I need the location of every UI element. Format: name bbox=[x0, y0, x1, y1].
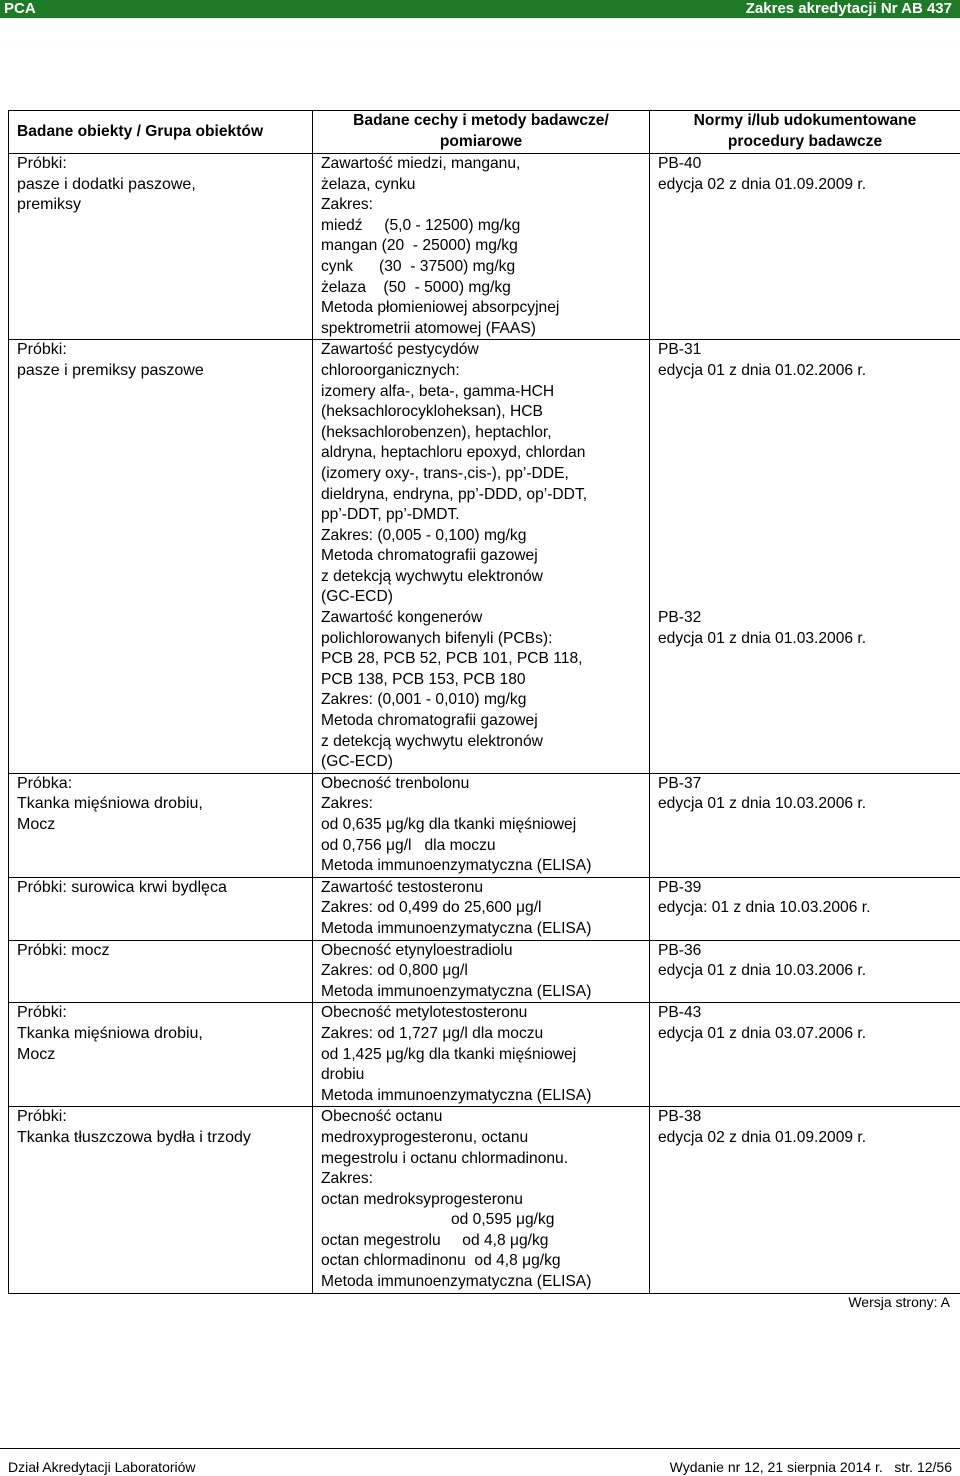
cell-line: polichlorowanych bifenyli (PCBs): bbox=[321, 629, 553, 647]
accreditation-scope-table bbox=[8, 110, 960, 1294]
methods-cell bbox=[313, 154, 650, 340]
cell-line: Próbki: mocz bbox=[17, 941, 110, 959]
objects-cell bbox=[9, 940, 313, 1003]
cell-line: edycja 01 z dnia 03.07.2006 r. bbox=[658, 1024, 867, 1042]
cell-line bbox=[658, 485, 960, 506]
cell-line: PB-38 bbox=[658, 1108, 702, 1126]
cell-line: PCB 28, PCB 52, PCB 101, PCB 118, bbox=[321, 650, 583, 668]
objects-cell bbox=[9, 877, 313, 940]
cell-line: edycja 02 z dnia 01.09.2009 r. bbox=[658, 1128, 867, 1146]
cell-line: edycja: 01 z dnia 10.03.2006 r. bbox=[658, 899, 871, 917]
cell-line: Metoda immunoenzymatyczna (ELISA) bbox=[321, 982, 592, 1000]
cell-line: żelaza, cynku bbox=[321, 175, 416, 193]
norms-cell bbox=[650, 1107, 960, 1293]
cell-line: Próbki: bbox=[17, 1108, 67, 1126]
cell-line: Tkanka mięśniowa drobiu, bbox=[17, 795, 203, 813]
cell-line: chloroorganicznych: bbox=[321, 361, 460, 379]
cell-line: PCB 138, PCB 153, PCB 180 bbox=[321, 670, 526, 688]
cell-line: od 0,595 μg/kg bbox=[321, 1211, 555, 1229]
objects-cell bbox=[9, 1107, 313, 1293]
document-header-bar bbox=[0, 0, 960, 18]
cell-line: Obecność etynyloestradiolu bbox=[321, 941, 513, 959]
cell-line: Zawartość kongenerów bbox=[321, 609, 483, 627]
cell-line: Tkanka tłuszczowa bydła i trzody bbox=[17, 1128, 251, 1146]
cell-line: od 1,425 μg/kg dla tkanki mięśniowej bbox=[321, 1045, 577, 1063]
cell-line: Zakres: bbox=[321, 1170, 373, 1188]
cell-line bbox=[658, 423, 960, 444]
norms-cell bbox=[650, 1003, 960, 1107]
cell-line: dieldryna, endryna, pp’-DDD, op’-DDT, bbox=[321, 485, 588, 503]
methods-cell bbox=[313, 340, 650, 773]
cell-line: pasze i premiksy paszowe bbox=[17, 361, 204, 379]
cell-line: Zawartość testosteronu bbox=[321, 878, 484, 896]
cell-line: drobiu bbox=[321, 1066, 365, 1084]
cell-line bbox=[658, 526, 960, 547]
cell-line: megestrolu i octanu chlormadinonu. bbox=[321, 1149, 569, 1167]
cell-line bbox=[658, 382, 960, 403]
cell-line: Zakres: (0,005 - 0,100) mg/kg bbox=[321, 526, 527, 544]
table-header-row bbox=[9, 111, 960, 154]
objects-cell bbox=[9, 154, 313, 340]
cell-line: Metoda immunoenzymatyczna (ELISA) bbox=[321, 919, 592, 937]
cell-line: edycja 01 z dnia 01.03.2006 r. bbox=[658, 629, 867, 647]
cell-line: (heksachlorocykloheksan), HCB bbox=[321, 403, 543, 421]
table-row bbox=[9, 773, 960, 877]
table-row bbox=[9, 1003, 960, 1107]
cell-line bbox=[658, 505, 960, 526]
cell-line: Zakres: bbox=[321, 196, 373, 214]
norms-cell bbox=[650, 773, 960, 877]
cell-line: pp’-DDT, pp’-DMDT. bbox=[321, 506, 460, 524]
table-body bbox=[9, 154, 960, 1294]
cell-line: (heksachlorobenzen), heptachlor, bbox=[321, 423, 552, 441]
cell-line: Zawartość pestycydów bbox=[321, 341, 479, 359]
table-row bbox=[9, 1107, 960, 1293]
header-line: pomiarowe bbox=[439, 132, 523, 150]
cell-line: aldryna, heptachloru epoxyd, chlordan bbox=[321, 444, 586, 462]
objects-cell bbox=[9, 340, 313, 773]
cell-line: Metoda immunoenzymatyczna (ELISA) bbox=[321, 857, 592, 875]
methods-cell bbox=[313, 773, 650, 877]
cell-line bbox=[658, 587, 960, 608]
page-version: Wersja strony: A bbox=[848, 1294, 950, 1310]
cell-line: (GC-ECD) bbox=[321, 588, 393, 606]
cell-line: Próbki: bbox=[17, 341, 67, 359]
header-methods bbox=[313, 111, 650, 154]
cell-line: PB-32 bbox=[658, 609, 702, 627]
cell-line: Zakres: od 0,800 μg/l bbox=[321, 962, 468, 980]
cell-line: PB-40 bbox=[658, 155, 702, 172]
cell-line: Zakres: od 0,499 do 25,600 μg/l bbox=[321, 899, 542, 917]
methods-cell bbox=[313, 940, 650, 1003]
cell-line: PB-31 bbox=[658, 341, 702, 359]
footer-edition-page: Wydanie nr 12, 21 sierpnia 2014 r. str. 12/56 bbox=[669, 1459, 952, 1475]
methods-cell bbox=[313, 1107, 650, 1293]
header-line: Normy i/lub udokumentowane bbox=[693, 112, 917, 129]
header-objects: Badane obiekty / Grupa obiektów bbox=[9, 111, 313, 154]
norms-cell bbox=[650, 340, 960, 773]
norms-cell bbox=[650, 877, 960, 940]
cell-line: PB-39 bbox=[658, 878, 702, 896]
header-line: procedury badawcze bbox=[727, 132, 883, 150]
cell-line: cynk (30 - 37500) mg/kg bbox=[321, 257, 516, 275]
cell-line bbox=[658, 402, 960, 423]
cell-line: Tkanka mięśniowa drobiu, bbox=[17, 1024, 203, 1042]
cell-line: octan medroksyprogesteronu bbox=[321, 1190, 523, 1208]
cell-line: miedź (5,0 - 12500) mg/kg bbox=[321, 216, 521, 234]
cell-line: Próbki: bbox=[17, 1004, 67, 1022]
cell-line bbox=[658, 546, 960, 567]
norms-cell bbox=[650, 154, 960, 340]
cell-line: Obecność octanu bbox=[321, 1108, 443, 1126]
cell-line: izomery alfa-, beta-, gamma-HCH bbox=[321, 382, 555, 400]
cell-line: żelaza (50 - 5000) mg/kg bbox=[321, 278, 511, 296]
cell-line: Próbka: bbox=[17, 774, 73, 792]
cell-line: Metoda płomieniowej absorpcyjnej bbox=[321, 299, 560, 317]
cell-line: edycja 01 z dnia 10.03.2006 r. bbox=[658, 962, 867, 980]
footer-department: Dział Akredytacji Laboratoriów bbox=[8, 1459, 196, 1475]
cell-line: PB-43 bbox=[658, 1004, 702, 1022]
cell-line: edycja 02 z dnia 01.09.2009 r. bbox=[658, 175, 867, 193]
cell-line: PB-37 bbox=[658, 774, 702, 792]
cell-line: z detekcją wychwytu elektronów bbox=[321, 567, 543, 585]
cell-line: medroxyprogesteronu, octanu bbox=[321, 1128, 529, 1146]
cell-line: premiksy bbox=[17, 196, 82, 214]
table-row bbox=[9, 154, 960, 340]
cell-line: Obecność metylotestosteronu bbox=[321, 1004, 528, 1022]
objects-cell bbox=[9, 1003, 313, 1107]
header-line: Badane cechy i metody badawcze/ bbox=[353, 112, 609, 129]
methods-cell bbox=[313, 1003, 650, 1107]
cell-line: mangan (20 - 25000) mg/kg bbox=[321, 237, 518, 255]
cell-line: od 0,756 μg/l dla moczu bbox=[321, 836, 496, 854]
norms-cell bbox=[650, 940, 960, 1003]
cell-line: z detekcją wychwytu elektronów bbox=[321, 732, 543, 750]
cell-line: Metoda chromatografii gazowej bbox=[321, 547, 538, 565]
table-row bbox=[9, 340, 960, 773]
cell-line: Zawartość miedzi, manganu, bbox=[321, 155, 521, 172]
cell-line bbox=[658, 443, 960, 464]
cell-line: edycja 01 z dnia 10.03.2006 r. bbox=[658, 795, 867, 813]
table-row bbox=[9, 940, 960, 1003]
cell-line: Metoda immunoenzymatyczna (ELISA) bbox=[321, 1273, 592, 1291]
cell-line: Próbki: bbox=[17, 155, 67, 172]
cell-line: od 0,635 μg/kg dla tkanki mięśniowej bbox=[321, 816, 577, 833]
objects-cell bbox=[9, 773, 313, 877]
cell-line: PB-36 bbox=[658, 941, 702, 959]
cell-line: Zakres: od 1,727 μg/l dla moczu bbox=[321, 1024, 544, 1042]
cell-line: (GC-ECD) bbox=[321, 753, 393, 771]
header-norms bbox=[650, 111, 960, 154]
cell-line bbox=[658, 567, 960, 588]
cell-line: Mocz bbox=[17, 1045, 56, 1063]
cell-line: Mocz bbox=[17, 816, 56, 833]
cell-line: spektrometrii atomowej (FAAS) bbox=[321, 319, 536, 337]
cell-line: (izomery oxy-, trans-,cis-), pp’-DDE, bbox=[321, 464, 569, 482]
header-organization: PCA bbox=[4, 0, 36, 17]
cell-line: Metoda chromatografii gazowej bbox=[321, 712, 538, 730]
cell-line bbox=[658, 464, 960, 485]
cell-line: octan megestrolu od 4,8 μg/kg bbox=[321, 1231, 549, 1249]
header-accreditation-scope: Zakres akredytacji Nr AB 437 bbox=[745, 0, 952, 17]
cell-line: Próbki: surowica krwi bydlęca bbox=[17, 878, 227, 896]
table-row bbox=[9, 877, 960, 940]
cell-line: Metoda immunoenzymatyczna (ELISA) bbox=[321, 1086, 592, 1104]
cell-line: Zakres: (0,001 - 0,010) mg/kg bbox=[321, 691, 527, 709]
cell-line: Zakres: bbox=[321, 795, 373, 813]
cell-line: Obecność trenbolonu bbox=[321, 774, 470, 792]
footer-divider bbox=[0, 1448, 960, 1449]
cell-line: edycja 01 z dnia 01.02.2006 r. bbox=[658, 361, 867, 379]
methods-cell bbox=[313, 877, 650, 940]
cell-line: pasze i dodatki paszowe, bbox=[17, 175, 196, 193]
cell-line: octan chlormadinonu od 4,8 μg/kg bbox=[321, 1252, 561, 1270]
